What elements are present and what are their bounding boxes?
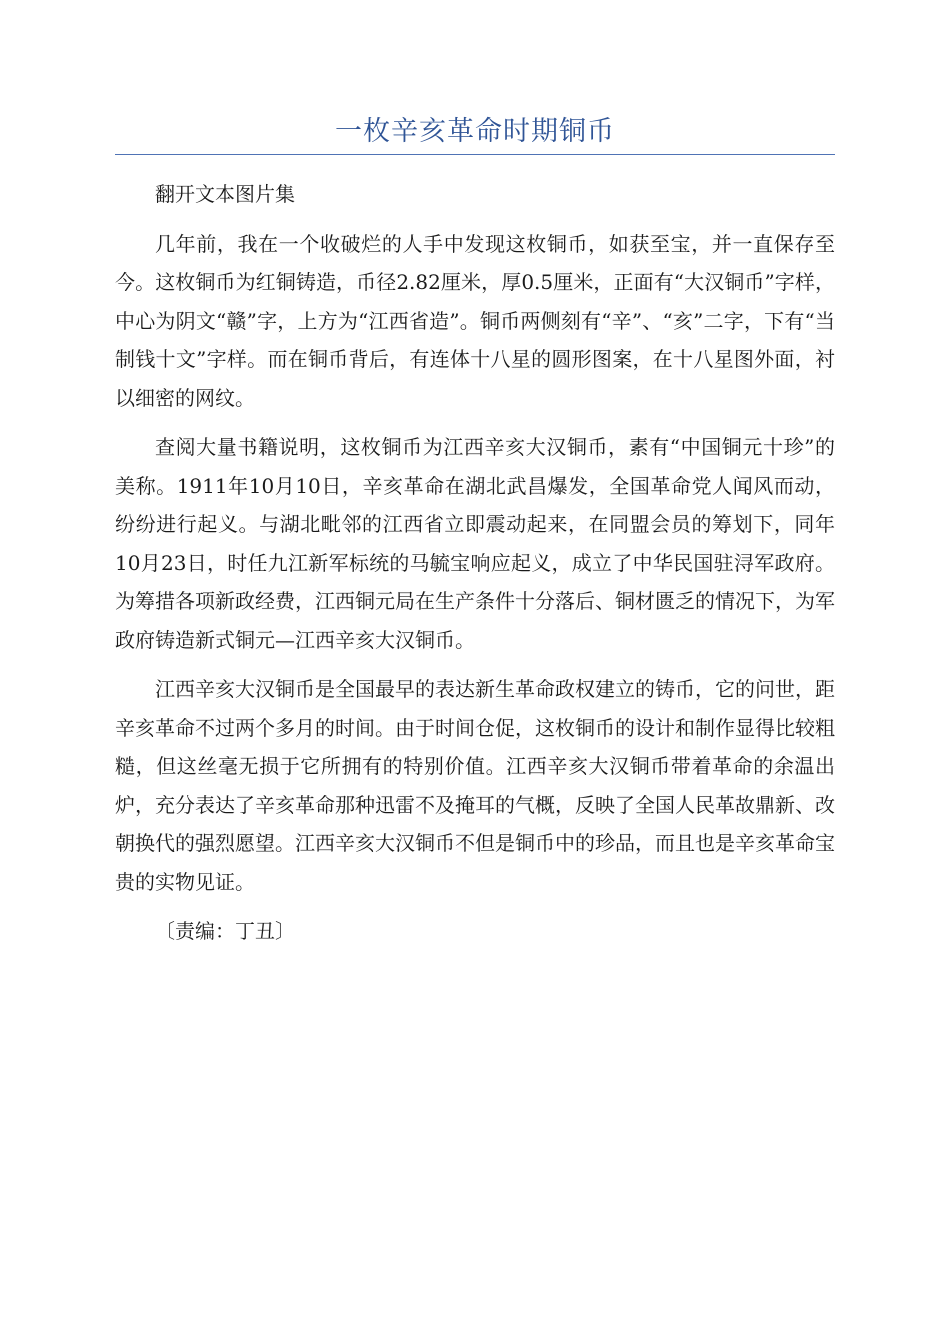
title-underline	[115, 154, 835, 155]
paragraph-3: 江西辛亥大汉铜币是全国最早的表达新生革命政权建立的铸币，它的问世，距辛亥革命不过两个多月的时间。由于时间仓促，这枚铜币的设计和制作显得比较粗糙，但这丝毫无损于它所拥有的特别价值。江西辛亥大汉铜币带着革命的余温出炉，充分表达了辛亥革命那种迅雷不及掩耳的气概，反映了全国人民革故鼎新、改朝换代的强烈愿望。江西辛亥大汉铜币不但是铜币中的珍品，而且也是辛亥革命宝贵的实物见证。	[115, 677, 835, 894]
intro-line: 翻开文本图片集	[155, 182, 295, 206]
document-page	[115, 0, 835, 951]
paragraph-1: 几年前，我在一个收破烂的人手中发现这枚铜币，如获至宝，并一直保存至今。这枚铜币为红铜铸造，币径2.82厘米，厚0.5厘米，正面有“大汉铜币”字样，中心为阴文“赣”字，上方为“江西省造”。铜币两侧刻有“辛”、“亥”二字，下有“当制钱十文”字样。而在铜币背后，有连体十八星的圆形图案，在十八星图外面，衬以细密的网纹。	[115, 231, 835, 410]
document-title: 一枚辛亥革命时期铜币	[335, 116, 615, 147]
editor-credit: 〔责编：丁丑〕	[155, 919, 295, 943]
paragraph-2: 查阅大量书籍说明，这枚铜币为江西辛亥大汉铜币，素有“中国铜元十珍”的美称。1911年10月10日，辛亥革命在湖北武昌爆发，全国革命党人闻风而动，纷纷进行起义。与湖北毗邻的江西省立即震动起来，在同盟会员的筹划下，同年10月23日，时任九江新军标统的马毓宝响应起义，成立了中华民国驻浔军政府。为筹措各项新政经费，江西铜元局在生产条件十分落后、铜材匮乏的情况下，为军政府铸造新式铜元—江西辛亥大汉铜币。	[115, 435, 835, 652]
